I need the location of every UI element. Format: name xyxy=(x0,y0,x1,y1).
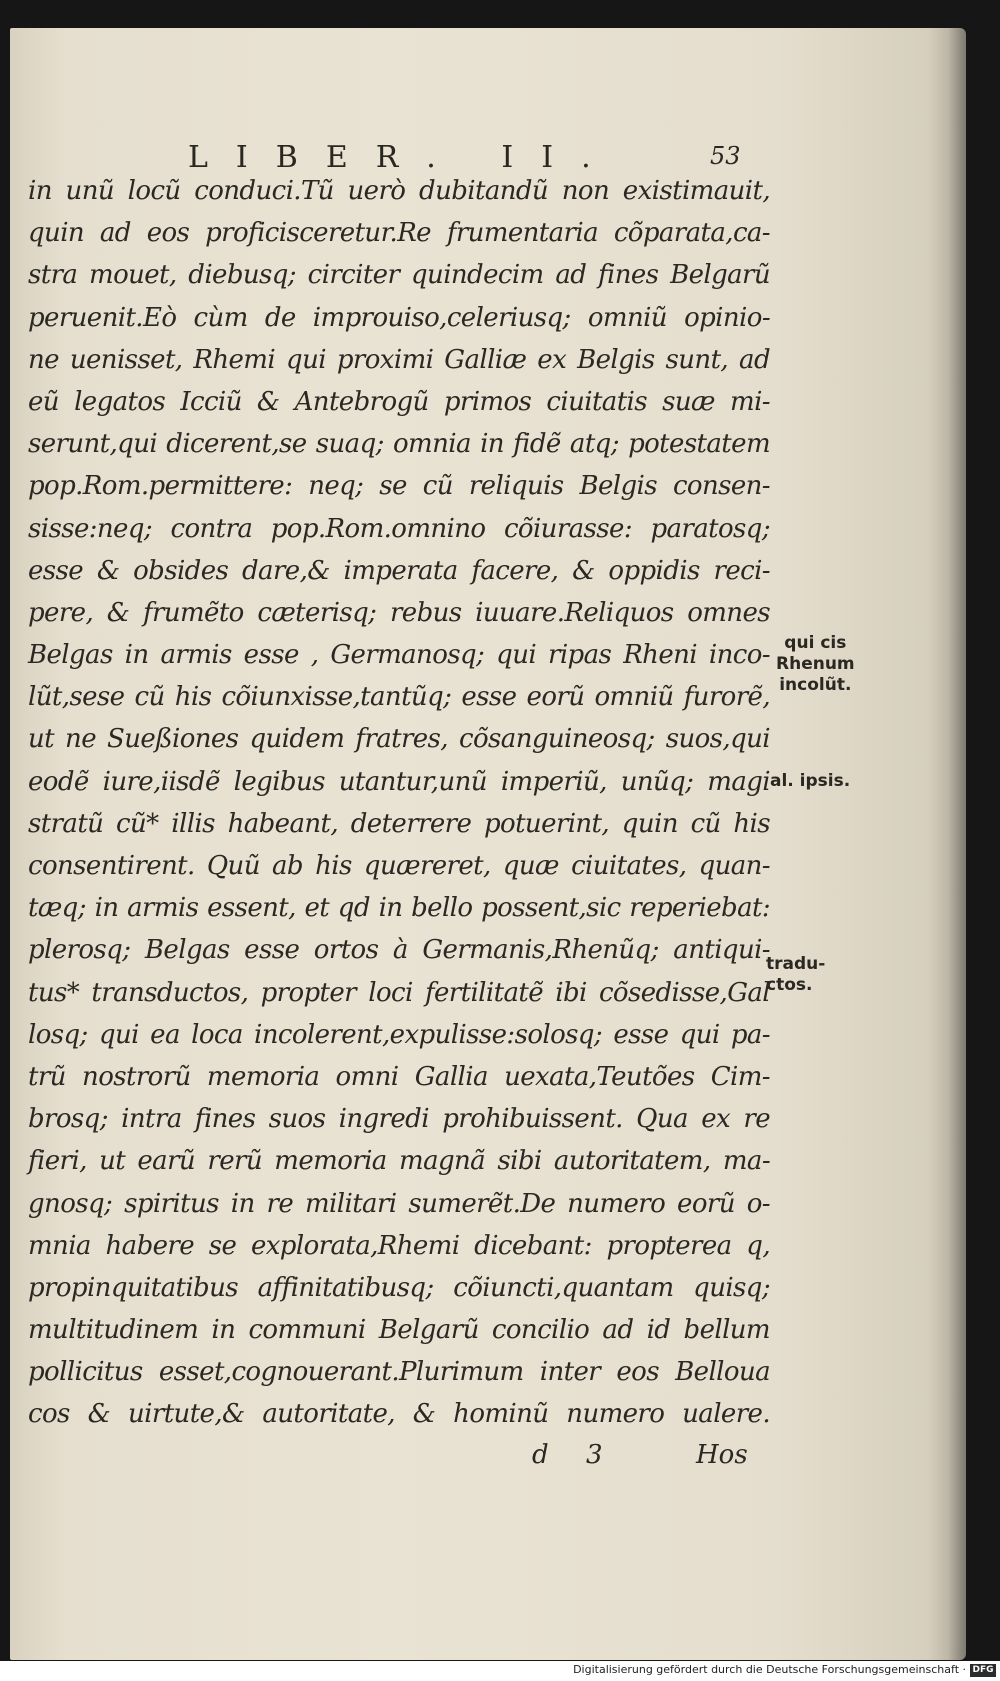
marginal-note-ipsis: al. ipsis. xyxy=(770,771,851,791)
dfg-logo-icon: DFG xyxy=(970,1664,996,1677)
text-line: gnosq; spiritus in re militari sumerẽt.De numero eorũ o- xyxy=(28,1188,770,1219)
text-line: propinquitatibus affinitatibusq; cõiuncti,quantam quisq; xyxy=(28,1272,770,1303)
text-line: ut ne Sueßiones quidem fratres, cõsanguineosq; suos,qui xyxy=(28,724,770,755)
text-line: fieri, ut earũ rerũ memoria magnã sibi autoritatem, ma- xyxy=(28,1146,770,1177)
text-line: ne uenisset, Rhemi qui proximi Galliæ ex Belgis sunt, ad xyxy=(28,344,770,375)
text-line: multitudinem in communi Belgarũ concilio ad id bellum xyxy=(28,1315,770,1346)
marginal-note-line: incolũt. xyxy=(779,675,852,695)
running-head: LIBER. II. xyxy=(188,140,619,175)
page-number: 53 xyxy=(710,142,741,170)
book-page xyxy=(10,28,966,1660)
text-line: pop.Rom.permittere: neq; se cũ reliquis Belgis consen- xyxy=(28,471,770,502)
text-line: lũt,sese cũ his cõiunxisse,tantũq; esse eorũ omniũ furorẽ, xyxy=(28,682,770,713)
text-line: esse & obsides dare,& imperata facere, & oppidis reci- xyxy=(28,555,770,586)
body-text xyxy=(28,170,770,1436)
text-line: eodẽ iure,iisdẽ legibus utantur,unũ imperiũ, unũq; magi xyxy=(28,766,770,797)
text-line: tus* transductos, propter loci fertilitatẽ ibi cõsedisse,Gal xyxy=(28,977,770,1008)
text-line: cos & uirtute,& autoritate, & hominũ numero ualere. xyxy=(28,1399,770,1430)
text-line: tæq; in armis essent, et qd in bello possent,sic reperiebat: xyxy=(28,893,770,924)
catchword: Hos xyxy=(696,1440,748,1470)
marginal-note-rhenum xyxy=(776,633,855,696)
text-line: peruenit.Eò cùm de improuiso,celeriusq; omniũ opinio- xyxy=(28,302,770,333)
text-line: stratũ cũ* illis habeant, deterrere potuerint, quin cũ his xyxy=(28,808,770,839)
text-line: consentirent. Quũ ab his quæreret, quæ ciuitates, quan- xyxy=(28,851,770,881)
text-line: mnia habere se explorata,Rhemi dicebant: propterea q, xyxy=(28,1230,770,1261)
text-line: Belgas in armis esse , Germanosq; qui ripas Rheni inco- xyxy=(28,640,770,671)
text-line: brosq; intra fines suos ingredi prohibuissent. Qua ex re xyxy=(28,1104,770,1135)
text-line: sisse:neq; contra pop.Rom.omnino cõiurasse: paratosq; xyxy=(28,513,770,544)
marginal-note-line: tradu- xyxy=(766,954,826,974)
text-line: in unũ locũ conduci.Tũ uerò dubitandũ non existimauit, xyxy=(28,176,770,206)
text-line: eũ legatos Icciũ & Antebrogũ primos ciuitatis suæ mi- xyxy=(28,386,770,417)
footer-bar xyxy=(0,1661,1000,1681)
marginal-note-line: ctos. xyxy=(766,975,813,995)
text-line: stra mouet, diebusq; circiter quindecim ad fines Belgarũ xyxy=(28,260,770,291)
text-line: quin ad eos proficisceretur.Re frumentaria cõparata,ca- xyxy=(28,218,770,249)
text-line: serunt,qui dicerent,se suaq; omnia in fidẽ atq; potestatem xyxy=(28,429,770,460)
text-line: pollicitus esset,cognouerant.Plurimum inter eos Bellouа xyxy=(28,1357,770,1388)
text-line: trũ nostrorũ memoria omni Gallia uexata,Teutões Cim- xyxy=(28,1061,770,1092)
marginal-note-line: qui cis xyxy=(784,633,847,653)
marginal-note-traductos xyxy=(766,954,825,996)
text-line: plerosq; Belgas esse ortos à Germanis,Rhenũq; antiqui- xyxy=(28,935,770,966)
text-line: losq; qui ea loca incolerent,expulisse:solosq; esse qui pa- xyxy=(28,1019,770,1050)
text-line: pere, & frumẽto cæterisq; rebus iuuare.Reliquos omnes xyxy=(28,597,770,628)
marginal-note-line: Rhenum xyxy=(776,654,855,674)
funding-credit: Digitalisierung gefördert durch die Deutsche Forschungsgemeinschaft · xyxy=(573,1663,966,1676)
signature-number: 3 xyxy=(586,1440,603,1470)
signature-mark: d xyxy=(532,1440,549,1470)
